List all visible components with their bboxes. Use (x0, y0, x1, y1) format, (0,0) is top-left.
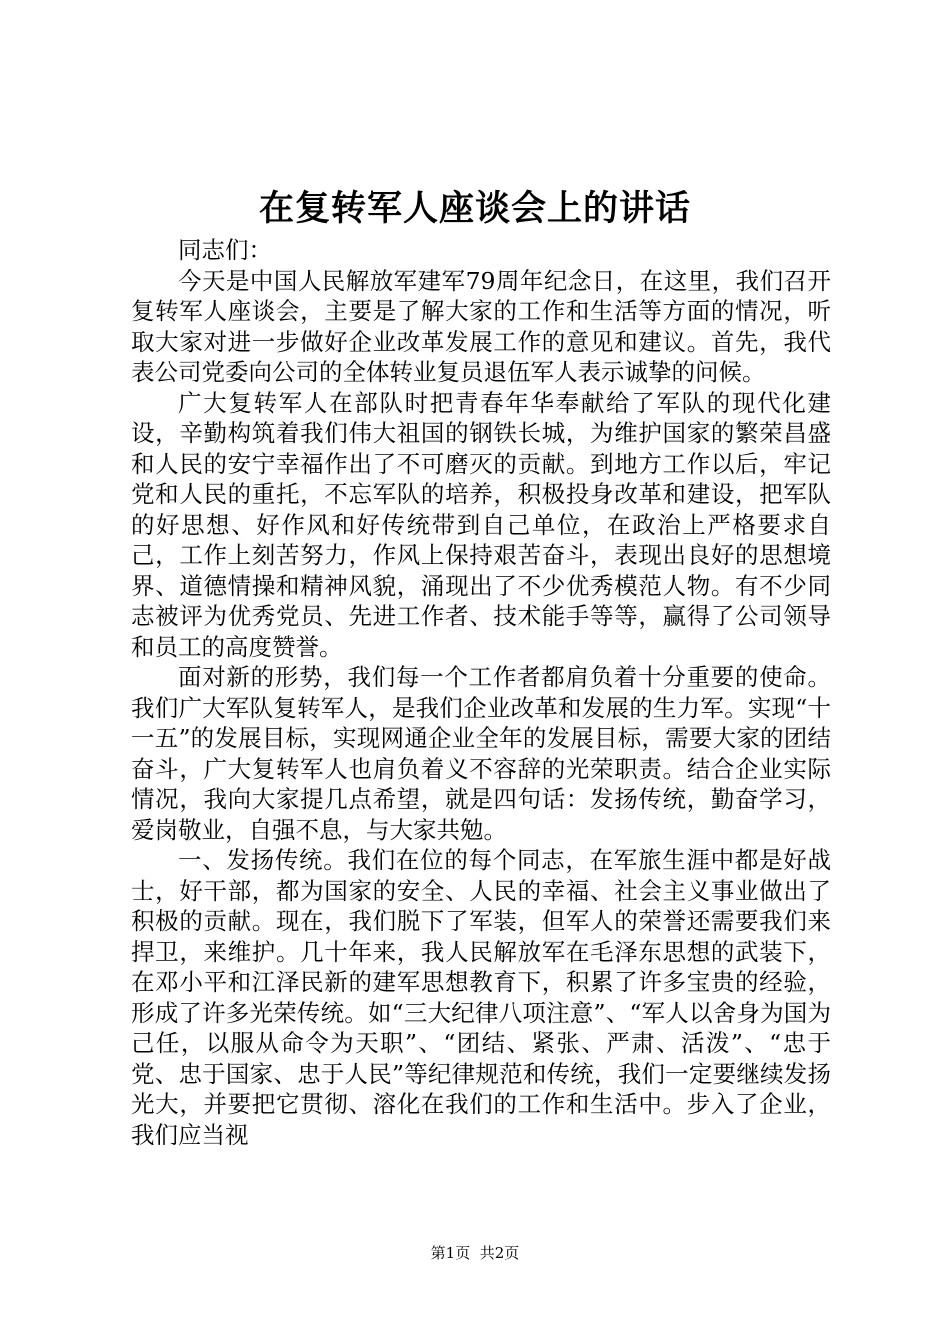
page-footer (0, 1242, 950, 1264)
greeting: 同志们： (178, 236, 272, 264)
page-total: 共2页 (479, 1244, 520, 1262)
paragraph-2: 广大复转军人在部队时把青春年华奉献给了军队的现代化建设，辛勤构筑着我们伟大祖国的钢铁长城，为维护国家的繁荣昌盛和人民的安宁幸福作出了不可磨灭的贡献。到地方工作以后，牢记党和人民的重托，不忘军队的培养，积极投身改革和建设，把军队的好思想、好作风和好传统带到自己单位，在政治上严格要求自己，工作上刻苦努力，作风上保持艰苦奋斗，表现出良好的思想境界、道德情操和精神风貌，涌现出了不少优秀模范人物。有不少同志被评为优秀党员、先进工作者、技术能手等等，赢得了公司领导和员工的高度赞誉。 (131, 388, 831, 661)
document-body (131, 235, 831, 1150)
paragraph-4: 一、发扬传统。我们在位的每个同志，在军旅生涯中都是好战士，好干部，都为国家的安全、人民的幸福、社会主义事业做出了积极的贡献。现在，我们脱下了军装，但军人的荣誉还需要我们来捍卫，来维护。几十年来，我人民解放军在毛泽东思想的武装下，在邓小平和江泽民新的建军思想教育下，积累了许多宝贵的经验，形成了许多光荣传统。如“三大纪律八项注意”、“军人以舍身为国为己任，以服从命令为天职”、“团结、紧张、严肃、活泼”、“忠于党、忠于国家、忠于人民”等纪律规范和传统，我们一定要继续发扬光大，并要把它贯彻、溶化在我们的工作和生活中。步入了企业，我们应当视 (131, 846, 831, 1149)
paragraph-1: 今天是中国人民解放军建军79周年纪念日，在这里，我们召开复转军人座谈会，主要是了解大家的工作和生活等方面的情况，听取大家对进一步做好企业改革发展工作的意见和建议。首先，我代表公司党委向公司的全体转业复员退伍军人表示诚挚的问候。 (131, 266, 831, 386)
page-number: 第1页 (430, 1244, 471, 1262)
document-title: 在复转军人座谈会上的讲话 (258, 188, 691, 229)
paragraph-3: 面对新的形势，我们每一个工作者都肩负着十分重要的使命。我们广大军队复转军人，是我们企业改革和发展的生力军。实现“十一五”的发展目标，实现网通企业全年的发展目标，需要大家的团结奋斗，广大复转军人也肩负着义不容辞的光荣职责。结合企业实际情况，我向大家提几点希望，就是四句话：发扬传统，勤奋学习，爱岗敬业，自强不息，与大家共勉。 (131, 663, 831, 844)
